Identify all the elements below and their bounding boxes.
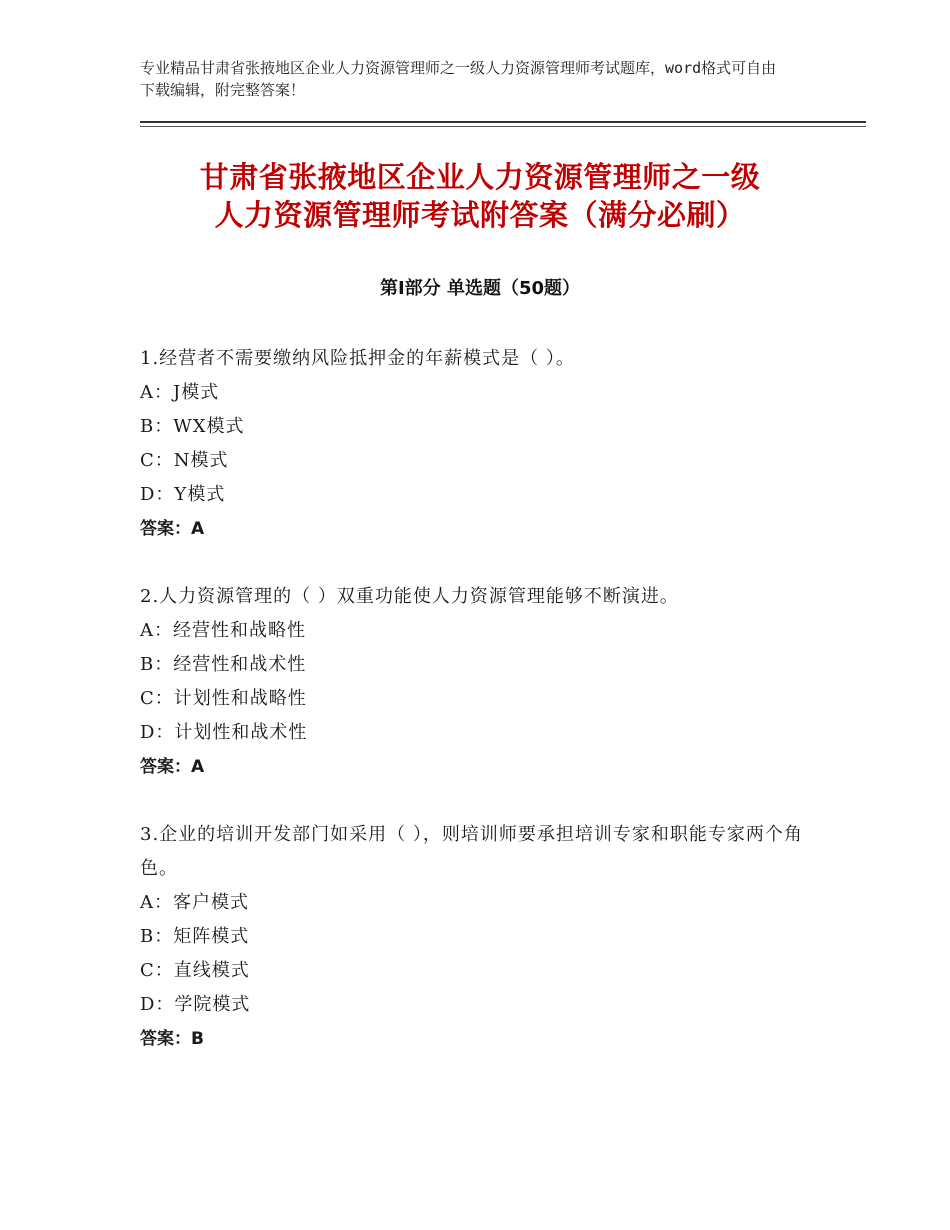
option-b: B：矩阵模式	[140, 926, 250, 947]
option-c: C：计划性和战略性	[140, 688, 307, 709]
option-b: B：WX模式	[140, 416, 245, 437]
option-c: C：直线模式	[140, 960, 250, 981]
header-rule-thick	[140, 121, 866, 123]
option-d: D：Y模式	[140, 484, 226, 505]
option-c: C：N模式	[140, 450, 229, 471]
option-d: D：学院模式	[140, 994, 251, 1015]
header-rule-thin	[140, 126, 866, 127]
question-2	[140, 580, 820, 784]
option-a: A：经营性和战略性	[140, 620, 306, 641]
answer-line: 答案：A	[140, 757, 205, 777]
option-a: A：J模式	[140, 382, 220, 403]
section-title: 第Ⅰ部分 单选题（50题）	[379, 278, 580, 299]
question-3	[140, 818, 820, 1056]
option-a: A：客户模式	[140, 892, 249, 913]
option-d: D：计划性和战术性	[140, 722, 308, 743]
option-b: B：经营性和战术性	[140, 654, 307, 675]
question-stem: 1.经营者不需要缴纳风险抵押金的年薪模式是（ ）。	[140, 348, 575, 369]
title-line-1: 甘肃省张掖地区企业人力资源管理师之一级	[199, 160, 761, 194]
question-stem: 2.人力资源管理的（ ）双重功能使人力资源管理能够不断演进。	[140, 586, 679, 607]
question-list	[140, 342, 820, 1090]
answer-line: 答案：B	[140, 1029, 204, 1049]
answer-line: 答案：A	[140, 519, 205, 539]
question-stem: 3.企业的培训开发部门如采用（ ），则培训师要承担培训专家和职能专家两个角色。	[140, 824, 803, 879]
title-line-2: 人力资源管理师考试附答案（满分必刷）	[214, 198, 746, 232]
question-1	[140, 342, 820, 546]
document-title	[140, 158, 820, 234]
header-note: 专业精品甘肃省张掖地区企业人力资源管理师之一级人力资源管理师考试题库，word格式可自由下载编辑，附完整答案！	[140, 59, 777, 99]
